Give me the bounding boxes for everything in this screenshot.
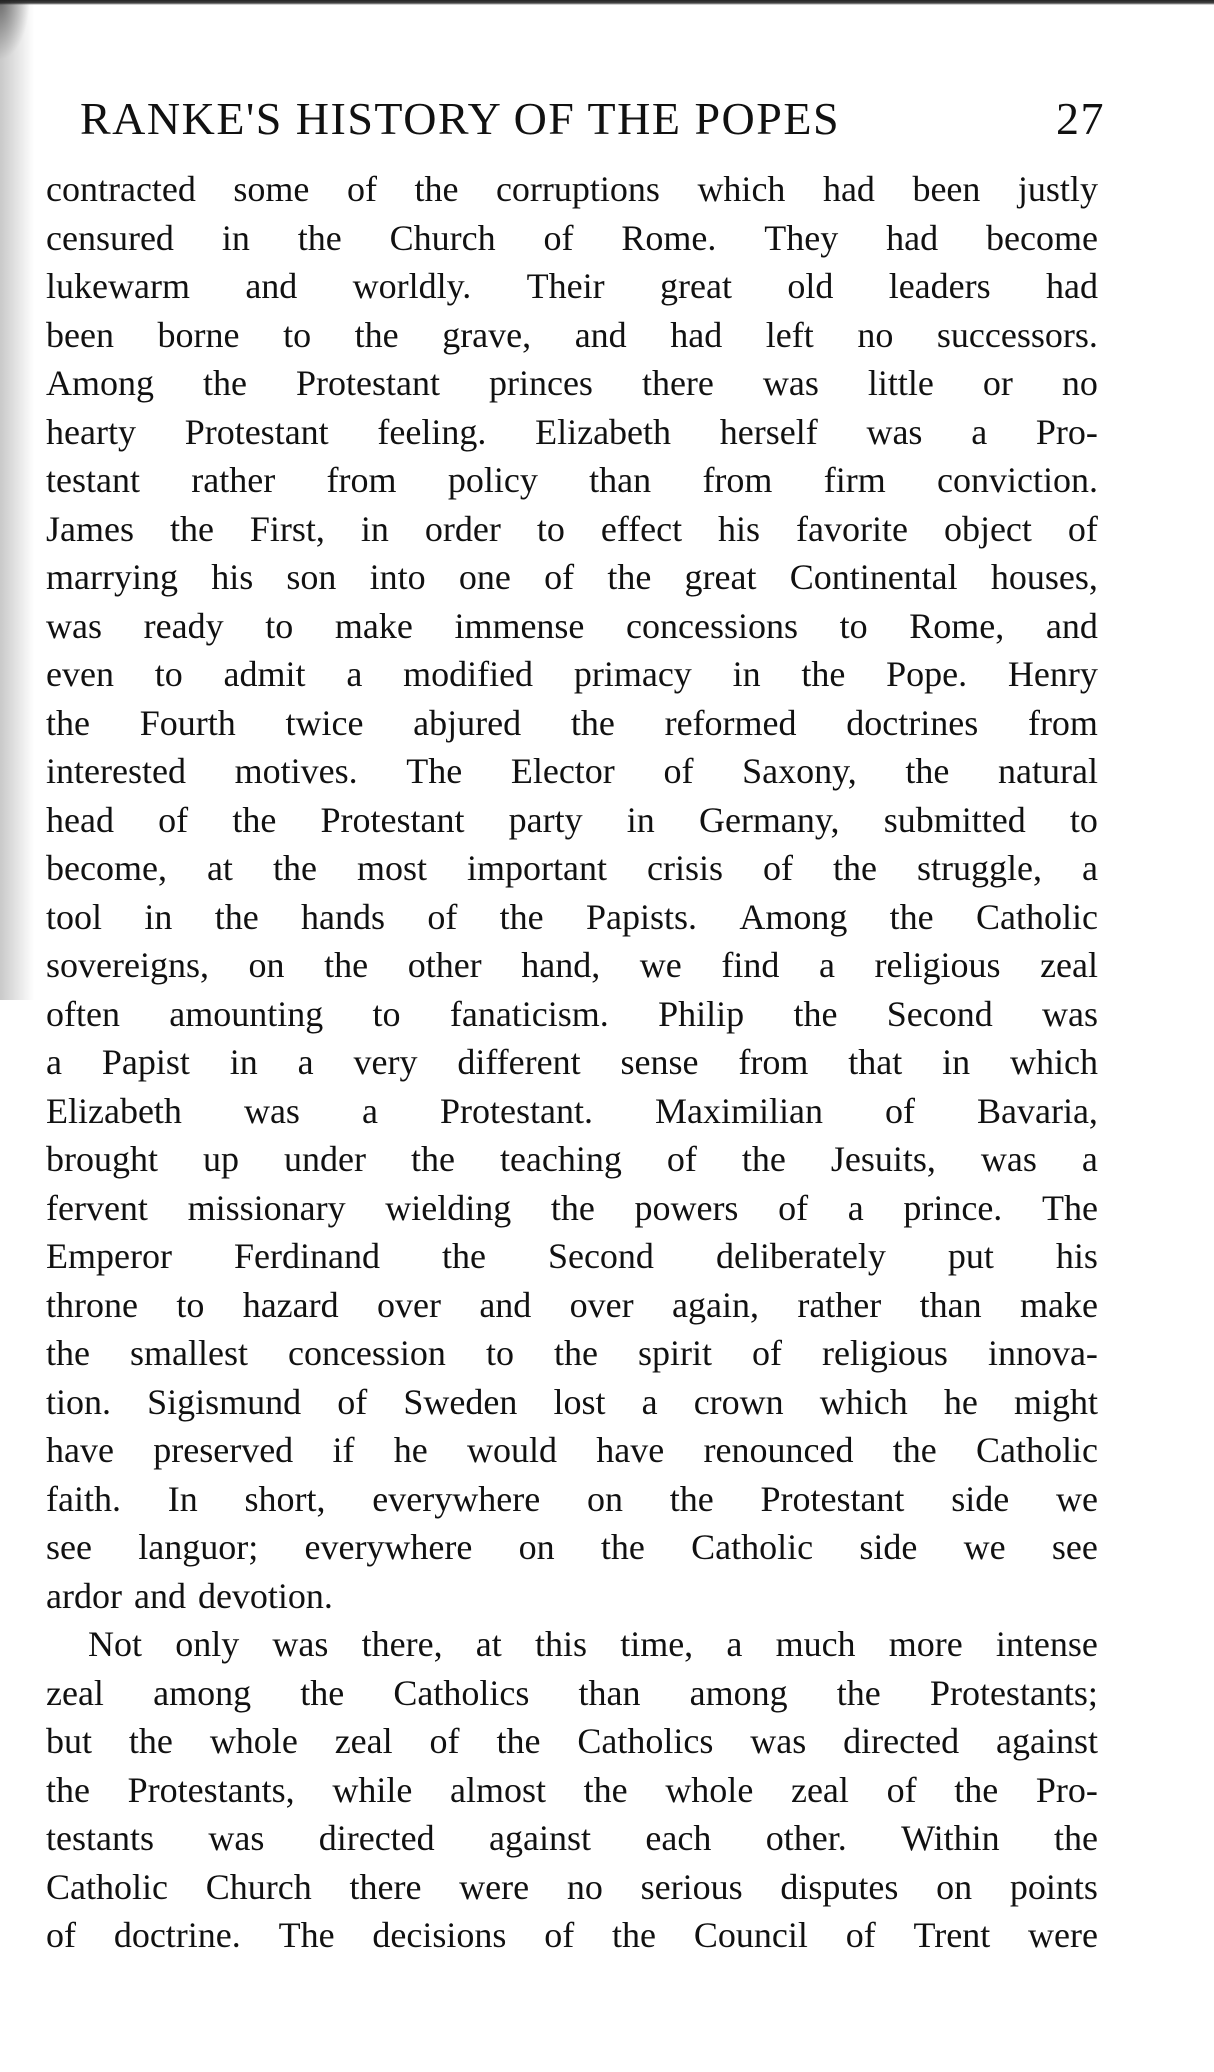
text-line: see languor; everywhere on the Catholic side we see bbox=[46, 1527, 1098, 1567]
text-line: zeal among the Catholics than among the Protestants; bbox=[46, 1672, 1098, 1713]
text-line: Elizabeth was a Protestant. Maximilian of Bavaria, bbox=[46, 1090, 1098, 1131]
text-line: even to admit a modified primacy in the Pope. Henry bbox=[46, 654, 1098, 694]
text-line: sovereigns, on the other hand, we find a religious zeal bbox=[46, 945, 1098, 985]
body-text bbox=[46, 165, 1098, 1960]
binding-shadow bbox=[0, 0, 34, 1000]
text-line: James the First, in order to effect his favorite object of bbox=[46, 508, 1098, 549]
text-line: testants was directed against each other. Within the bbox=[46, 1818, 1098, 1858]
paragraph bbox=[46, 1620, 1098, 1960]
text-line: Among the Protestant princes there was little or no bbox=[46, 363, 1098, 403]
text-line: but the whole zeal of the Catholics was directed against bbox=[46, 1721, 1098, 1761]
text-line: Not only was there, at this time, a much more intense bbox=[88, 1624, 1098, 1664]
text-line: hearty Protestant feeling. Elizabeth herself was a Pro- bbox=[46, 411, 1098, 452]
text-line: been borne to the grave, and had left no successors. bbox=[46, 314, 1098, 355]
text-line: the smallest concession to the spirit of religious innova- bbox=[46, 1333, 1098, 1373]
page-number: 27 bbox=[1056, 93, 1105, 144]
text-line: the Fourth twice abjured the reformed doctrines from bbox=[46, 702, 1098, 743]
text-line: Catholic Church there were no serious disputes on points bbox=[46, 1866, 1098, 1907]
text-line: interested motives. The Elector of Saxony, the natural bbox=[46, 751, 1098, 791]
text-line: have preserved if he would have renounced the Catholic bbox=[46, 1430, 1098, 1470]
text-line: brought up under the teaching of the Jesuits, was a bbox=[46, 1139, 1098, 1179]
text-line: was ready to make immense concessions to Rome, and bbox=[46, 605, 1098, 646]
text-line: become, at the most important crisis of the struggle, a bbox=[46, 848, 1098, 888]
text-line: marrying his son into one of the great Continental houses, bbox=[46, 557, 1098, 597]
text-line: testant rather from policy than from firm conviction. bbox=[46, 460, 1098, 500]
text-line: tool in the hands of the Papists. Among the Catholic bbox=[46, 896, 1098, 937]
text-line: fervent missionary wielding the powers of a prince. The bbox=[46, 1187, 1098, 1228]
text-line: often amounting to fanaticism. Philip the Second was bbox=[46, 993, 1098, 1034]
text-line: contracted some of the corruptions which had been justly bbox=[46, 169, 1098, 209]
text-line: censured in the Church of Rome. They had become bbox=[46, 217, 1098, 258]
text-line: Emperor Ferdinand the Second deliberately put his bbox=[46, 1236, 1098, 1276]
text-line: of doctrine. The decisions of the Council of Trent were bbox=[46, 1915, 1098, 1955]
running-head bbox=[80, 90, 1105, 148]
text-line: throne to hazard over and over again, rather than make bbox=[46, 1284, 1098, 1325]
text-line: the Protestants, while almost the whole zeal of the Pro- bbox=[46, 1769, 1098, 1810]
corner-scuff bbox=[0, 0, 30, 60]
paragraph bbox=[46, 165, 1098, 1620]
top-edge-rule bbox=[0, 0, 1214, 5]
text-line: a Papist in a very different sense from that in which bbox=[46, 1042, 1098, 1082]
text-line: ardor and devotion. bbox=[46, 1575, 333, 1616]
text-line: lukewarm and worldly. Their great old leaders had bbox=[46, 266, 1098, 306]
text-line: faith. In short, everywhere on the Protestant side we bbox=[46, 1478, 1098, 1519]
text-line: head of the Protestant party in Germany, submitted to bbox=[46, 799, 1098, 840]
text-line: tion. Sigismund of Sweden lost a crown which he might bbox=[46, 1381, 1098, 1422]
running-title: RANKE'S HISTORY OF THE POPES bbox=[80, 93, 841, 144]
